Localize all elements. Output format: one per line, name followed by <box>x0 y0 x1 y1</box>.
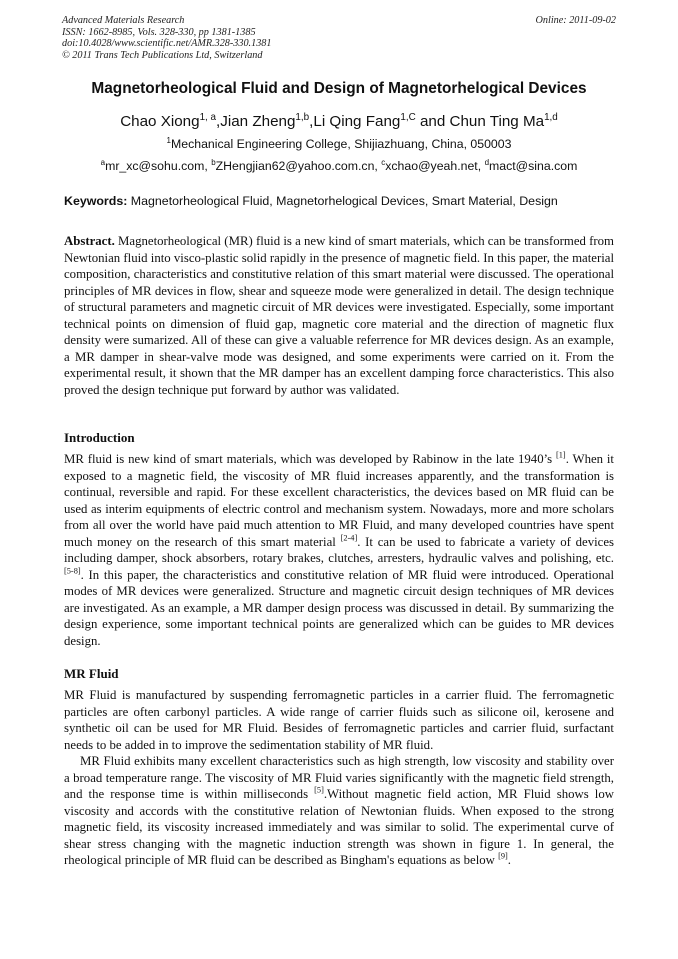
online-date: Online: 2011-09-02 <box>535 15 616 26</box>
paragraph-text: MR Fluid exhibits many excellent characteristics such as high strength, low viscosity and stability over a broad temperature range. The viscosity of MR Fluid varies significantly with the magnetic field strength, and the response time is within milliseconds <box>64 754 614 801</box>
author-affiliation-mark: 1, a <box>199 111 217 123</box>
citation: [1] <box>555 450 566 460</box>
author-name: ,Jian Zheng <box>216 113 296 130</box>
email-mark: c <box>381 157 386 167</box>
email-address: ZHengjian62@yahoo.com.cn, <box>215 159 382 173</box>
email-address: mr_xc@sohu.com, <box>105 159 212 173</box>
author-list <box>0 113 678 130</box>
paragraph-text: . <box>507 853 511 867</box>
mr-fluid-paragraph: MR Fluid is manufactured by suspending ferromagnetic particles in a carrier fluid. The ferromagnetic particles are often carbonyl particles. A wide range of carrier fluids such as silicone oil, kerosene and synthetic oil can be used for MR Fluid. Besides of ferromagnetic particles and carrier fluid, surfactant needs to be added in to improve the sedimentation stability of MR fluid. <box>64 688 614 752</box>
author-affiliation-mark: 1,d <box>544 111 558 123</box>
paragraph-text: . In this paper, the characteristics and constitutive relation of MR fluid were introduced. Operational modes of MR devices were generalized. Structure and magnetic circuit design techniques of MR devices are investigated. As an example, a MR damper design process was discussed in detail. By summarizing the design experience, some important technical points are generalized which can be guides to MR devices design. <box>64 567 614 648</box>
citation: [9] <box>498 851 508 861</box>
abstract-paragraph <box>64 233 614 398</box>
citation: [5] <box>314 785 324 795</box>
paper-title: Magnetorheological Fluid and Design of Magnetorhelogical Devices <box>91 80 587 97</box>
issn-line: ISSN: 1662-8985, Vols. 328-330, pp 1381-1385 <box>62 26 256 38</box>
email-address: xchao@yeah.net, <box>385 159 485 173</box>
copyright-line: © 2011 Trans Tech Publications Ltd, Switzerland <box>62 49 263 61</box>
email-mark: a <box>100 157 106 167</box>
author-name: Chao Xiong <box>120 113 200 130</box>
mr-fluid-paragraph <box>64 753 614 869</box>
email-mark: b <box>211 157 216 167</box>
introduction-section <box>64 451 614 649</box>
abstract <box>64 233 614 398</box>
author-affiliation-mark: 1,C <box>400 111 416 123</box>
paragraph-text: .Without magnetic field action, MR Fluid shows low viscosity and accords with the constitutive relation of Newtonian fluids. When exposed to the strong magnetic field, its viscosity increased immediately and was similar to solid. The experimental curve of shear stress changing with the magnetic induction strength was shown in figure 1. In general, the rheological principle of MR fluid can be described as Bingham's equations as below <box>64 787 614 867</box>
abstract-text: Magnetorheological (MR) fluid is a new kind of smart materials, which can be transformed from Newtonian fluid into visco-plastic solid rapidly in the presence of magnetic field. In this paper, the material composition, characteristics and constitutive relation of this smart material were discussed. The operational principles of MR devices in flow, shear and squeeze mode were generalized in detail. The design technique of structural parameters and magnetic circuit of MR devices were investigated. Especially, some important technical points on dimension of fluid gap, magnetic core material and the direction of magnetic flux density were sumarized. All of these can give a valuable referrence for MR devices design. As an example, a MR damper in shear-valve mode was designed, and some experiments were carried on it. From the experimental result, it shown that the MR damper has an excellent damping force characteristics. This also proved the design technique put forward by author was validated. <box>64 234 614 397</box>
abstract-label: Abstract. <box>64 234 115 248</box>
email-address: mact@sina.com <box>489 159 578 173</box>
citation: [2-4] <box>340 533 358 543</box>
paragraph-text: . It can be used to fabricate a variety of devices including damper, shock absorbers, rotary brakes, clutches, arresters, hydraulic valves and polishing, etc. <box>64 534 615 565</box>
author-name: ,Li Qing Fang <box>309 113 401 130</box>
affiliation-text: Mechanical Engineering College, Shijiazhuang, China, 050003 <box>171 137 512 151</box>
keywords <box>64 194 624 208</box>
keywords-text: Magnetorheological Fluid, Magnetorhelogical Devices, Smart Material, Design <box>127 194 558 208</box>
introduction-paragraph <box>64 451 614 649</box>
affiliation <box>0 137 678 151</box>
section-heading-mr-fluid: MR Fluid <box>64 666 119 681</box>
email-mark: d <box>484 157 490 167</box>
journal-header <box>62 15 616 61</box>
author-name: and Chun Ting Ma <box>415 113 545 130</box>
author-emails <box>0 159 678 173</box>
paragraph-text: . When it exposed to a magnetic field, the viscosity of MR fluid increases apparently, and the transformation is continual, reversible and rapid. For these excellent characteristics, the devices based on MR fluid can be used as interim equipments of electric control and mechanism system. Nowadays, more and more scholars from all over the world have paid much attention to MR Fluid, and many developed countries have spent much money on the research of this smart material <box>64 452 614 549</box>
author-affiliation-mark: 1,b <box>295 111 310 123</box>
affiliation-mark: 1 <box>166 135 171 145</box>
keywords-label: Keywords: <box>64 194 128 208</box>
paragraph-text: MR fluid is new kind of smart materials, which was developed by Rabinow in the late 1940’s <box>64 452 556 466</box>
mr-fluid-section <box>64 687 614 869</box>
journal-name: Advanced Materials Research <box>62 15 185 26</box>
citation: [5-8] <box>64 566 81 576</box>
section-heading-introduction: Introduction <box>64 430 135 445</box>
doi-line: doi:10.4028/www.scientific.net/AMR.328-330.1381 <box>62 38 272 50</box>
